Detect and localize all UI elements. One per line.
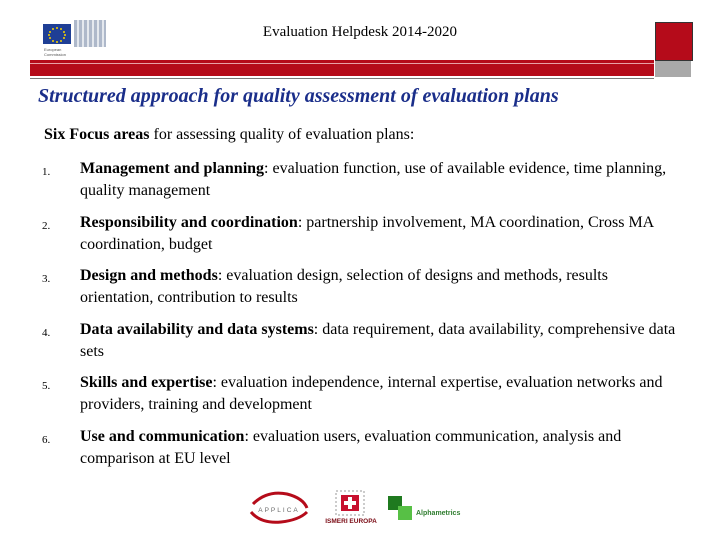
item-lead: Data availability and data systems [80, 320, 314, 338]
applica-logo-text: APPLICA [258, 507, 300, 514]
corner-red-square [655, 22, 693, 61]
item-lead: Management and planning [80, 160, 265, 177]
item-number: 5. [42, 380, 51, 392]
intro-rest: for assessing quality of evaluation plans: [149, 126, 415, 143]
item-text: : partnership involvement, MA coordination, Cross MA coordination, budget [80, 213, 654, 253]
intro-bold: Six Focus areas [44, 126, 150, 143]
applica-logo [247, 490, 311, 526]
ec-logo-text: European Commission [44, 47, 67, 57]
item-text: : data requirement, data availability, comprehensive data sets [80, 320, 676, 360]
item-number: 2. [42, 219, 51, 232]
ismeri-europa-logo [320, 490, 382, 526]
item-lead: Use and communication [80, 427, 245, 445]
list-item [42, 319, 682, 373]
list-item [42, 265, 682, 319]
item-lead: Skills and expertise [80, 374, 213, 391]
focus-area-list [42, 158, 682, 479]
alphametrics-logo [388, 496, 478, 522]
alphametrics-logo-text: Alphametrics [416, 510, 461, 517]
corner-gray-square [655, 61, 691, 77]
item-number: 3. [42, 273, 51, 285]
item-text: : evaluation function, use of available evidence, time planning, quality management [80, 160, 667, 199]
item-lead: Design and methods [80, 267, 218, 284]
partner-logos [0, 488, 720, 528]
slide-title: Structured approach for quality assessment of evaluation plans [38, 85, 559, 107]
item-text: : evaluation independence, internal expertise, evaluation networks and providers, training and development [80, 374, 663, 413]
list-item [42, 212, 682, 266]
intro-text [44, 126, 414, 144]
header-accent-bar [30, 60, 654, 76]
item-lead: Responsibility and coordination [80, 213, 298, 231]
list-item [42, 158, 682, 212]
item-text: : evaluation users, evaluation communication, analysis and comparison at EU level [80, 427, 622, 467]
item-number: 6. [42, 433, 51, 446]
item-text: : evaluation design, selection of designs and methods, results orientation, contribution to results [80, 267, 608, 306]
item-number: 4. [42, 326, 51, 339]
item-number: 1. [42, 166, 51, 178]
header-title: Evaluation Helpdesk 2014-2020 [262, 24, 458, 40]
header-divider [30, 78, 654, 79]
list-item [42, 372, 682, 426]
ismeri-logo-text: ISMERI EUROPA [325, 518, 377, 525]
list-item [42, 426, 682, 480]
